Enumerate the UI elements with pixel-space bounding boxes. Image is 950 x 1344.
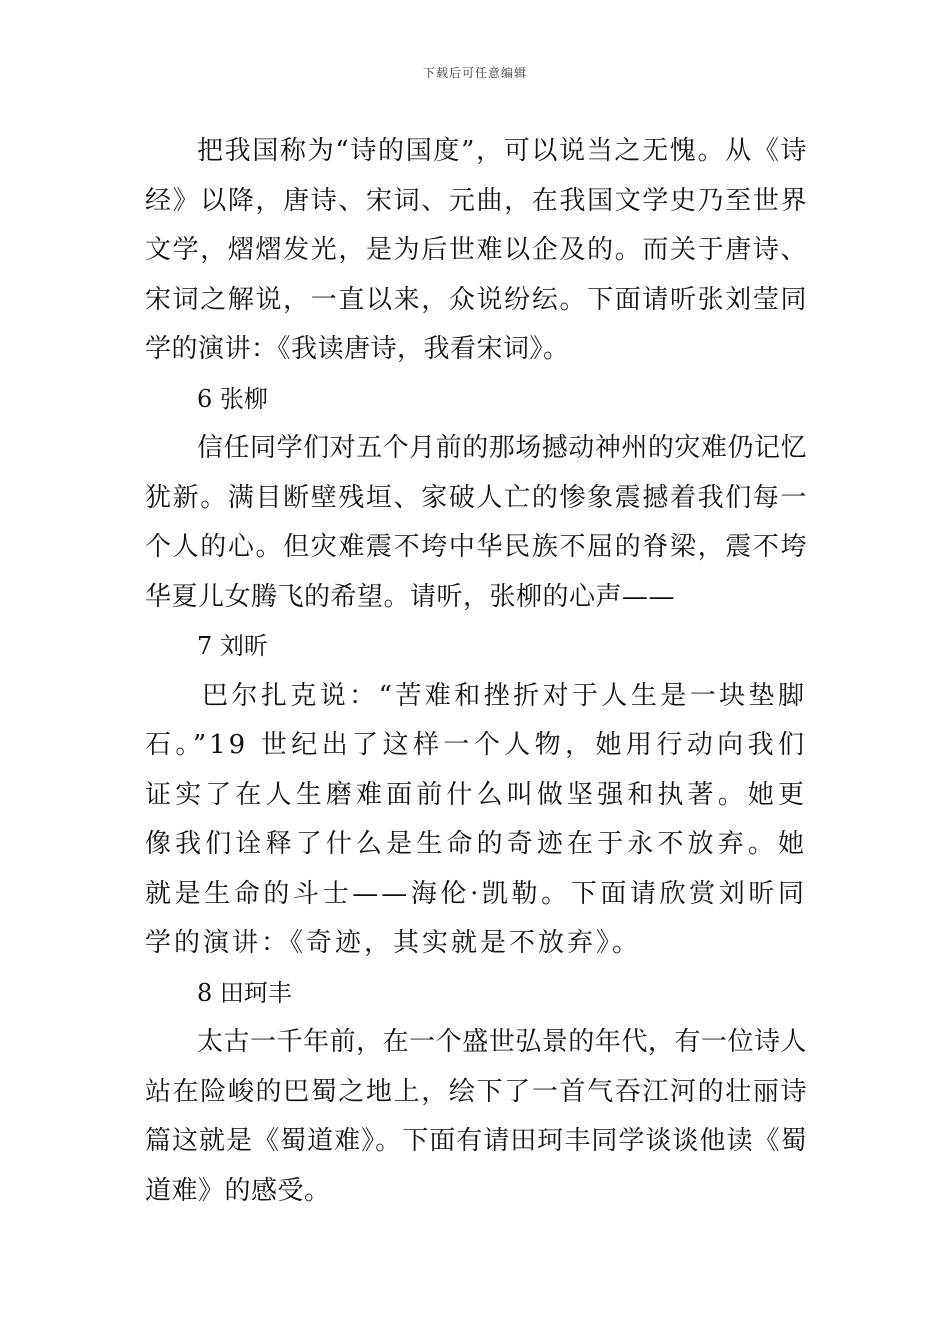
speaker-paragraph-8: 太古一千年前，在一个盛世弘景的年代，有一位诗人站在险峻的巴蜀之地上，绘下了一首气吞江河的壮丽诗篇这就是《蜀道难》。下面有请田珂丰同学谈谈他读《蜀道难》的感受。 xyxy=(145,1027,807,1206)
speaker-paragraph-6: 信任同学们对五个月前的那场撼动神州的灾难仍记忆犹新。满目断壁残垣、家破人亡的惨象震撼着我们每一个人的心。但灾难震不垮中华民族不屈的脊梁，震不垮华夏儿女腾飞的希望。请听，张柳的心声—— xyxy=(145,433,807,612)
speaker-paragraph-7: 巴尔扎克说：“苦难和挫折对于人生是一块垫脚石。”19 世纪出了这样一个人物，她用行动向我们证实了在人生磨难面前什么叫做坚强和执著。她更像我们诠释了什么是生命的奇迹在于永不放弃。她就是生命的斗士——海伦·凯勒。下面请欣赏刘昕同学的演讲：《奇迹，其实就是不放弃》。 xyxy=(145,680,807,958)
speaker-heading-8: 8 田珂丰 xyxy=(197,978,292,1007)
document-body xyxy=(145,127,807,1216)
speaker-heading-6: 6 张柳 xyxy=(197,384,268,413)
header-note: 下载后可任意编辑 xyxy=(422,66,527,80)
intro-paragraph: 把我国称为“诗的国度”，可以说当之无愧。从《诗经》以降，唐诗、宋词、元曲，在我国文学史乃至世界文学，熠熠发光，是为后世难以企及的。而关于唐诗、宋词之解说，一直以来，众说纷纭。下面请听张刘莹同学的演讲：《我读唐诗，我看宋词》。 xyxy=(145,136,807,364)
speaker-heading-7: 7 刘昕 xyxy=(197,632,268,660)
